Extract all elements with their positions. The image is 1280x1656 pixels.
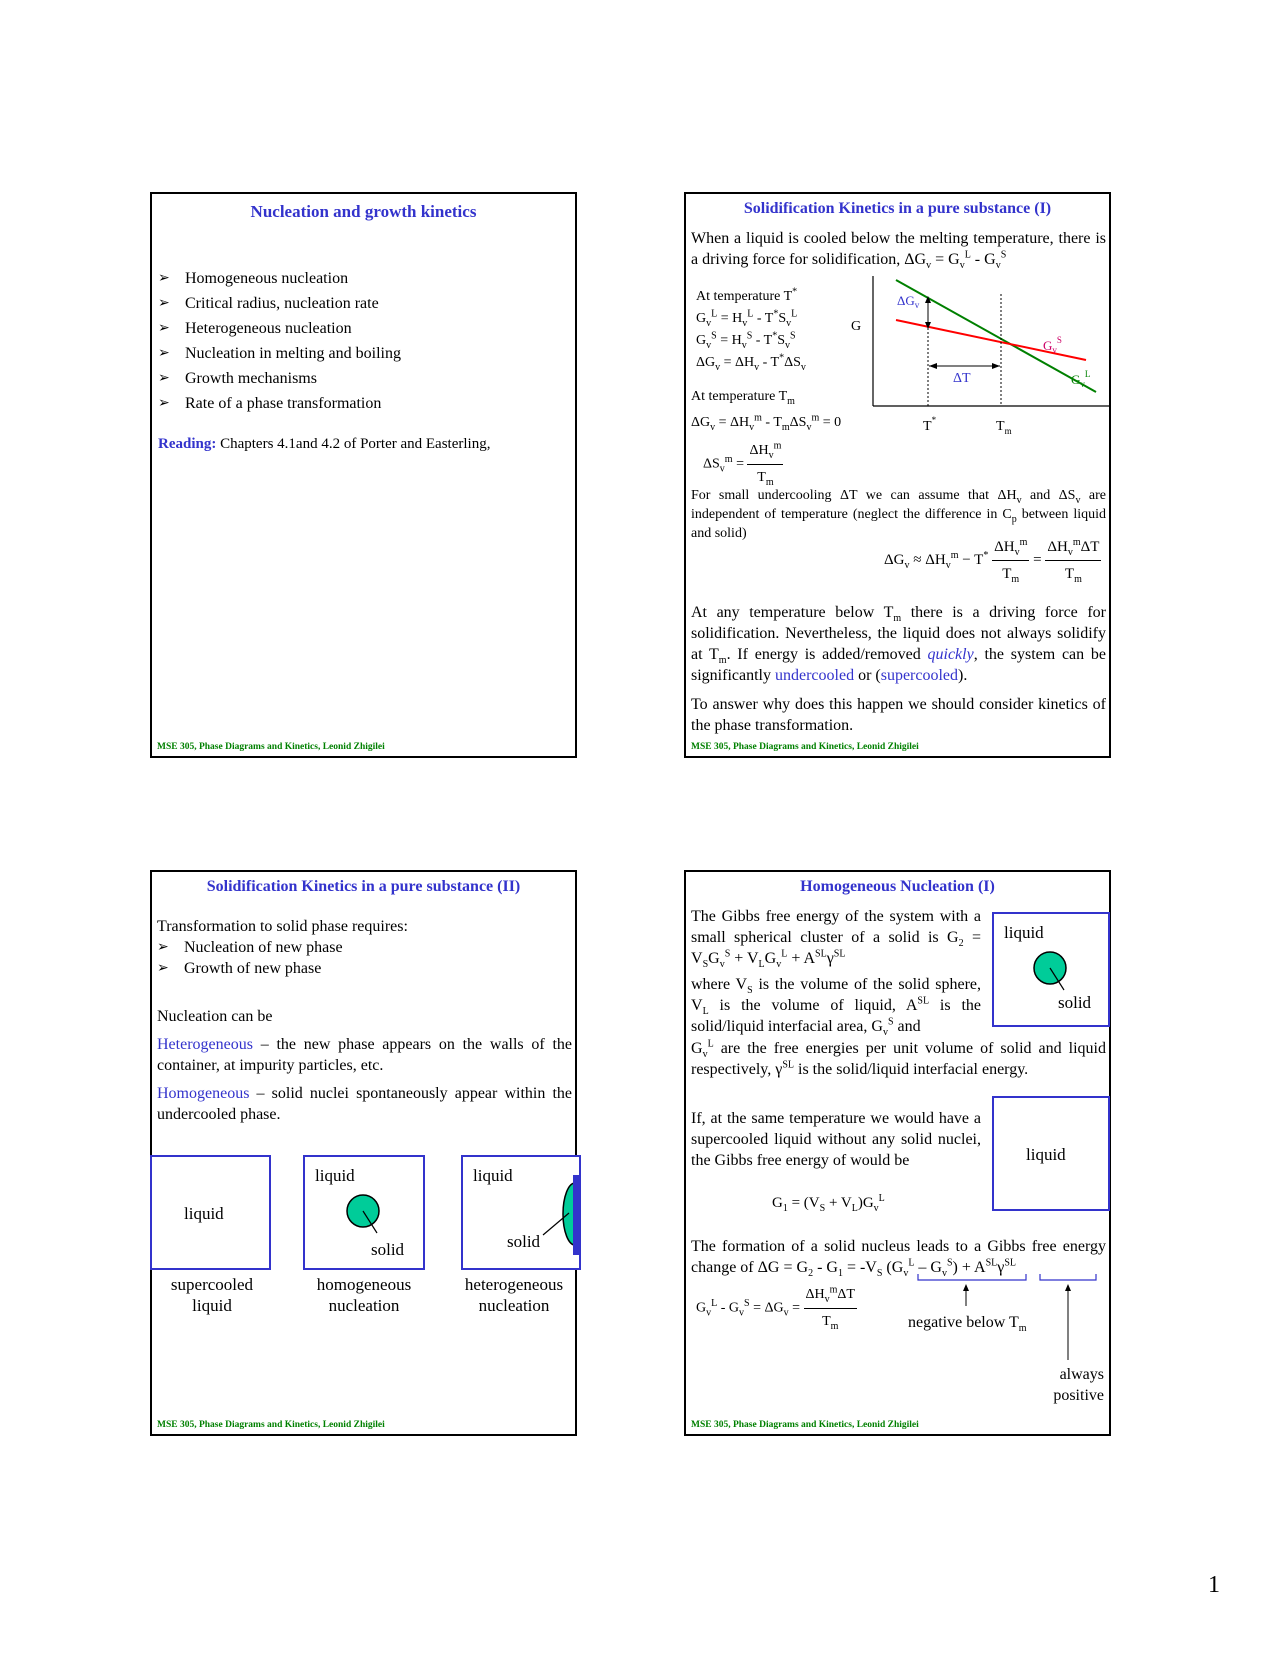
slide-footer: MSE 305, Phase Diagrams and Kinetics, Leonid Zhigilei xyxy=(691,742,919,752)
equations-tstar: At temperature T* $G_v^L = H_v^L - T^*S_v^L$ $G_v^S = H_v^S - T^*S_v^S$ $\Delta G_v = \Delta H_v - T^*\Delta S_v$ xyxy=(696,286,806,373)
list-item: ➢ Rate of a phase transformation xyxy=(158,395,382,412)
slide-1 xyxy=(150,192,577,758)
box-label: liquid xyxy=(315,1166,355,1185)
requires-text: Transformation to solid phase requires: xyxy=(157,918,408,935)
slide-1-title: Nucleation and growth kinetics xyxy=(250,202,477,221)
list-item: ➢ Heterogeneous nucleation xyxy=(158,320,352,337)
g1-equation: $G_1 = (V_S + V_L)G_v^L$ xyxy=(772,1193,885,1214)
intro-text: When a liquid is cooled below the melting temperature, there is a driving force for solidification, $\Delta G_v = G_v^L - G_v^S$ xyxy=(691,230,1106,272)
homogeneous-nucleation-box xyxy=(303,1155,425,1270)
liquid-free-energy-line xyxy=(896,280,1096,392)
page-number: 1 xyxy=(1208,1572,1220,1598)
list-item: ➢ Nucleation of new phase xyxy=(157,939,343,956)
slide-footer: MSE 305, Phase Diagrams and Kinetics, Leonid Zhigilei xyxy=(157,742,385,752)
gs-label: $G_v^S$ xyxy=(1043,335,1062,355)
tm-label: $T_m$ xyxy=(996,419,1012,436)
supercooled-text: If, at the same temperature we would have a supercooled liquid without any solid nuclei, the Gibbs free energy of would be xyxy=(691,1110,981,1169)
reading-note: Reading: Chapters 4.1and 4.2 of Porter and Easterling, xyxy=(158,436,491,452)
list-item: ➢ Growth mechanisms xyxy=(158,370,317,387)
nucleation-can-be: Nucleation can be xyxy=(157,1008,273,1025)
slide-1-bullets xyxy=(158,266,558,416)
formation-text: The formation of a solid nucleus leads to a Gibbs free energy change of $\Delta G = G_2 - G_1 = -V_S$ $(G_v^L - G_v^S) + A^{SL}\gamma^{SL}$ xyxy=(691,1238,1106,1280)
graph-ylabel: G xyxy=(851,319,862,334)
always-positive-label: always positive xyxy=(1053,1366,1104,1404)
liquid-label: liquid xyxy=(1004,923,1044,942)
box-label: liquid xyxy=(184,1204,224,1223)
list-item: ➢ Growth of new phase xyxy=(157,960,322,977)
dgv-label: $\Delta G_v$ xyxy=(897,293,920,310)
small-undercooling-text: For small undercooling ΔT we can assume that $\Delta H_v$ and $\Delta S_v$ are independent of temperature (neglect the difference in $C_p$ between liquid and solid) xyxy=(691,488,1106,541)
slide-4-title: Homogeneous Nucleation (I) xyxy=(800,878,995,895)
equations-tm: At temperature $T_m$ $\Delta G_v = \Delta H_v^m - T_m\Delta S_v^m = 0$ $\Delta S_v^m$ = $\frac{\Delta H_v^m}{T_m}$ xyxy=(691,389,842,488)
free-energies-text: $G_v^L$ are the free energies per unit volume of solid and liquid respectively, $\gamma^{SL}$ is the solid/liquid interfacial energy. xyxy=(691,1038,1106,1078)
slide-4 xyxy=(684,870,1111,1436)
solid-label: solid xyxy=(507,1232,541,1251)
liquid-label: liquid xyxy=(1026,1145,1066,1164)
slide-footer: MSE 305, Phase Diagrams and Kinetics, Leonid Zhigilei xyxy=(157,1420,385,1430)
dgv-approximation: $\Delta G_v \approx \Delta H_v^m - T^*$ $\frac{\Delta H_v^m}{T_m}$ = $\frac{\Delta H_v^m\Delta T}{T_m}$ xyxy=(884,534,1101,587)
slide-3-title: Solidification Kinetics in a pure substance (II) xyxy=(206,878,521,895)
supercooled-liquid-box xyxy=(992,1096,1110,1211)
dt-label: ΔT xyxy=(953,371,971,386)
gibbs-temperature-graph xyxy=(851,272,1111,442)
box1-caption: supercooled liquid xyxy=(170,1275,254,1315)
box3-caption: heterogeneous nucleation xyxy=(464,1275,564,1315)
slide-3 xyxy=(150,870,577,1436)
driving-force-text: At any temperature below $T_m$ there is a driving force for solidification. Nevertheless, the liquid does not always solidify at $T_m$. If energy is added/removed quickly, the system can be significantly undercooled or (supercooled). xyxy=(691,604,1106,684)
slide-3-bullets xyxy=(157,937,557,979)
slide-footer: MSE 305, Phase Diagrams and Kinetics, Leonid Zhigilei xyxy=(691,1420,919,1430)
slide-2 xyxy=(684,192,1111,758)
negative-below-label: negative below $T_m$ xyxy=(908,1314,1027,1335)
box-label: liquid xyxy=(473,1166,513,1185)
liquid-with-solid-box xyxy=(992,912,1110,1027)
heterogeneous-nucleation-box xyxy=(461,1155,581,1270)
box2-caption: homogeneous nucleation xyxy=(316,1275,412,1315)
list-item: ➢ Critical radius, nucleation rate xyxy=(158,295,379,312)
tstar-label: T* xyxy=(923,415,937,434)
solid-nucleus-icon xyxy=(345,1193,405,1243)
heterogeneous-text: Heterogeneous – the new phase appears on the walls of the container, at impurity particles, etc. xyxy=(157,1036,572,1074)
solid-label: solid xyxy=(1058,993,1092,1012)
dgv-equation: $G_v^L - G_v^S = \Delta G_v$ = $\frac{\Delta H_v^m\Delta T}{T_m}$ xyxy=(696,1282,857,1335)
where-text: where $V_S$ is the volume of the solid sphere, $V_L$ is the volume of liquid, $A^{SL}$ is the solid/liquid interfacial area, $G_v^S$ and xyxy=(691,976,982,1039)
slide-2-title: Solidification Kinetics in a pure substance (I) xyxy=(743,200,1052,217)
solid-label: solid xyxy=(371,1240,405,1259)
gl-label: $G_v^L$ xyxy=(1071,369,1091,389)
list-item: ➢ Nucleation in melting and boiling xyxy=(158,345,401,362)
supercooled-liquid-box xyxy=(150,1155,271,1270)
homogeneous-text: Homogeneous – solid nuclei spontaneously appear within the undercooled phase. xyxy=(157,1085,572,1123)
kinetics-text: To answer why does this happen we should consider kinetics of the phase transformation. xyxy=(691,696,1106,734)
gibbs-system-text: The Gibbs free energy of the system with a small spherical cluster of a solid is $G_2 = V_SG_v^S + V_LG_v^L + A^{SL}\gamma^{SL}$ xyxy=(691,908,981,971)
list-item: ➢ Homogeneous nucleation xyxy=(158,270,349,287)
